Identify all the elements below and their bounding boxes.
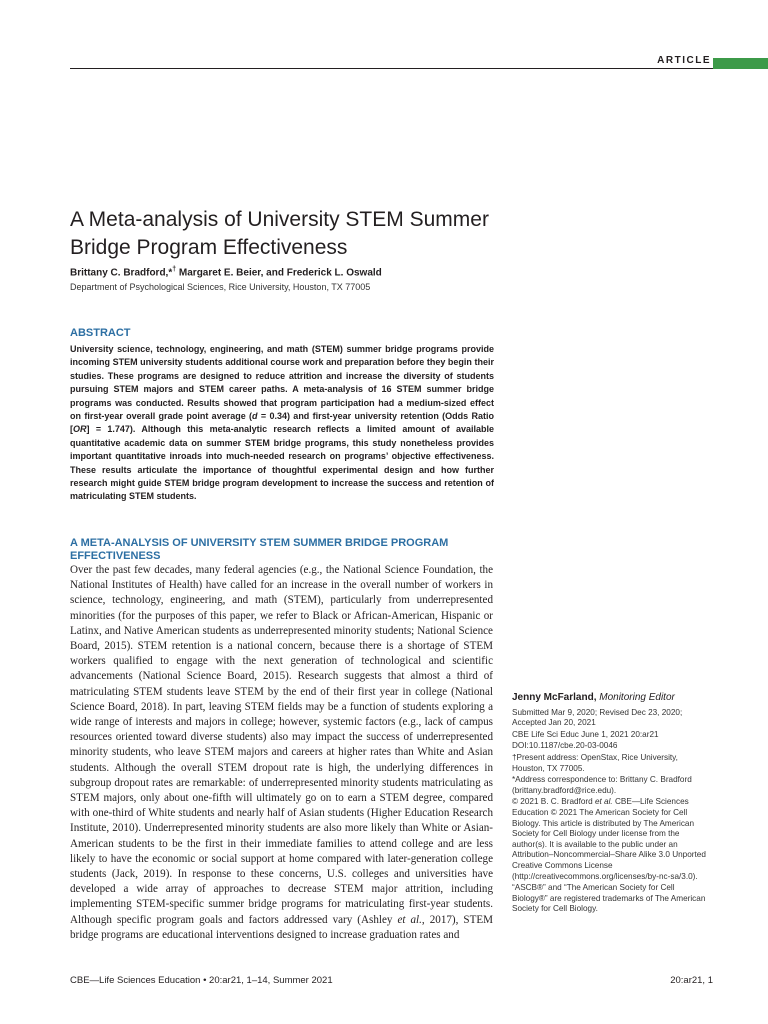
abstract-part-2: = 0.34) and first-year university retention (Odds Ratio [ [70,411,494,435]
copyright-notice [512,797,712,882]
article-info-sidebar [512,693,712,916]
present-address: †Present address: OpenStax, Rice University, Houston, TX 77005. [512,752,678,773]
trademark-notice: “ASCB®” and “The American Society for Cell Biology®” are registered trademarks of The American Society for Cell Biology. [512,883,706,914]
affiliation: Department of Psychological Sciences, Rice University, Houston, TX 77005 [70,282,371,292]
author-footnote-mark: † [172,266,177,273]
editor-name: Jenny McFarland, [512,692,597,703]
paper-title: A Meta-analysis of University STEM Summer Bridge Program Effectiveness [70,208,489,259]
submission-dates: Submitted Mar 9, 2020; Revised Dec 23, 2020; Accepted Jan 20, 2021 [512,707,683,728]
body-text [70,563,493,943]
copyright-et-al: et al. [594,797,613,807]
doi: DOI:10.1187/cbe.20-03-0046 [512,741,618,751]
article-type-label: ARTICLE [657,55,711,66]
abstract-part-3: ] = 1.747). Although this meta-analytic research reflects a limited amount of available quantitative academic data on summer STEM bridge programs, this study nonetheless provides important quantitative inroads into much-needed research on programs’ objective effectiveness. These results articulate the importance of thoughtful experimental design and how further research might guide STEM bridge program development to increase the success and retention of matriculating STEM students. [70,424,494,502]
editor-role: Monitoring Editor [599,692,675,703]
body-part-1: Over the past few decades, many federal agencies (e.g., the National Science Foundation, the National Institutes of Health) have called for an increase in the overall number of workers in science, technology, engineering, and math (STEM), particularly from underrepresented minorities (for the purposes of this paper, we refer to Black or African-American, Hispanic or Latinx, and Native American students as underrepresented minority students; National Science Board, 2015). STEM retention is a national concern, because there is a shortage of STEM workers qualified to engage with the next generation of technological and scientific advancements (National Science Board, 2015). Research suggests that almost a third of matriculating STEM students leave STEM by the end of their first year in college (National Science Board, 2018). In part, leaving STEM fields may be a function of students exploring a wide range of interests and majors in college; however, systemic factors (e.g., lack of campus resources oriented toward diverse students) also may impact the success of underrepresented minority students, who leave STEM majors and careers at higher rates than White and Asian students. Although the overall STEM dropout rate is high, the underlying differences in subgroup dropout rates are remarkable: of underrepresented minority students matriculating as STEM majors, only about one-fifth will ultimately go on to earn a STEM degree, compared with one-third of White students and nearly half of Asian students (Higher Education Research Institute, 2010). Underrepresented minority students are also more likely than White or Asian-American students to be the first in their immediate families to attend college and are less likely to have the economic or social support at home compared with later-generation college students (Jack, 2019). In response to these concerns, U.S. colleges and universities have developed a wide array of approaches to decrease STEM major attrition, including implementing STEM-specific summer bridge programs for matriculating first-year students. Although specific program goals and factors addressed vary (Ashley [70,564,493,926]
body-part-2: , 2017), STEM bridge programs are educational interventions designed to increase graduation rates and [70,913,493,941]
copyright-part-1: © 2021 B. C. Bradford [512,797,595,807]
other-authors: Margaret E. Beier, and Frederick L. Oswald [176,267,382,279]
monitoring-editor [512,693,712,704]
et-al: et al. [397,913,422,926]
author-list [70,266,382,278]
abstract-part-1: University science, technology, engineering, and math (STEM) summer bridge programs provide incoming STEM university students additional course work and preparation before they begin their studies. These programs are designed to reduce attrition and increase the diversity of students pursuing STEM majors and STEM career paths. A meta-analysis of 16 STEM summer bridge programs was conducted. Results showed that program participation had a medium-sized effect on first-year overall grade point average ( [70,344,494,422]
odds-ratio-symbol: OR [73,424,87,435]
abstract-text [70,343,494,504]
footer-journal: CBE—Life Sciences Education • 20:ar21, 1–14, Summer 2021 [70,975,333,986]
header-rule [70,68,768,69]
footer-page-number: 20:ar21, 1 [670,975,713,986]
effect-size-symbol: d [252,411,258,422]
header-accent-bar [713,58,768,69]
correspondence: *Address correspondence to: Brittany C. Bradford (brittany.bradford@rice.edu). [512,775,692,795]
journal-citation: CBE Life Sci Educ June 1, 2021 20:ar21 [512,729,659,739]
copyright-part-2: CBE—Life Sciences Education © 2021 The American Society for Cell Biology. This article is distributed by The American Society for Cell Biology under license from the author(s). It is available to the public under an Attribution–Noncommercial–Share Alike 3.0 Unported Creative Commons License (http://creativecommons.org/licenses/by-nc-sa/3.0). [512,797,706,881]
abstract-heading: ABSTRACT [70,327,131,339]
first-author: Brittany C. Bradford,* [70,267,173,279]
section-heading: A META-ANALYSIS OF UNIVERSITY STEM SUMMER BRIDGE PROGRAM EFFECTIVENESS [70,537,449,562]
